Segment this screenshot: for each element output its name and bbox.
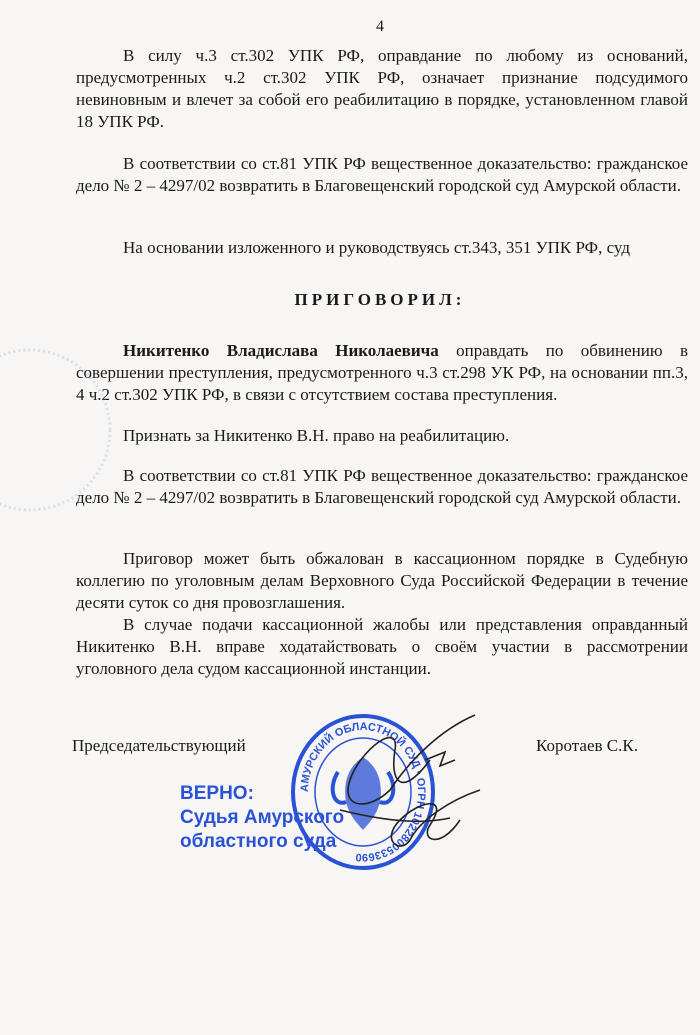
- certification-judge: Судья Амурского: [180, 807, 345, 828]
- paragraph-evidence-return: В соответствии со ст.81 УПК РФ вещественное доказательство: гражданское дело № 2 – 4297/02 возвратить в Благовещенский городской суд Амурской области.: [76, 466, 688, 507]
- page-number: 4: [376, 18, 384, 35]
- verdict-heading: ПРИГОВОРИЛ:: [294, 290, 466, 309]
- paragraph-basis: На основании изложенного и руководствуясь ст.343, 351 УПК РФ, суд: [123, 238, 631, 257]
- paragraph-rehabilitation: В силу ч.3 ст.302 УПК РФ, оправдание по любому из оснований, предусмотренных ч.2 ст.302 УПК РФ, означает признание подсудимого невиновным и влечет за собой его реабилитацию в порядке, установленном главой 18 УПК РФ.: [76, 46, 688, 131]
- paragraph-rehabilitation-right: Признать за Никитенко В.Н. право на реабилитацию.: [123, 426, 510, 445]
- seal-text: АМУРСКИЙ ОБЛАСТНОЙ СУД • ОГРН 1022800533690: [298, 720, 428, 864]
- faint-stamp-icon: [0, 330, 120, 530]
- paragraph-acquittal: [76, 340, 688, 406]
- certification-verno: ВЕРНО:: [180, 783, 254, 804]
- defendant-name: Никитенко Владислава Николаевича: [123, 341, 439, 360]
- judge-name: Коротаев С.К.: [536, 736, 638, 755]
- paragraph-cassation: В случае подачи кассационной жалобы или представления оправданный Никитенко В.Н. вправе ходатайствовать о своём участии в рассмотрении уголовного дела судом кассационной инстанции.: [76, 615, 688, 678]
- acquittal-text: оправдать по обвинению в совершении преступления, предусмотренного ч.3 ст.298 УК РФ, на основании пп.3, 4 ч.2 ст.302 УПК РФ, в связи с отсутствием состава преступления.: [76, 341, 688, 404]
- certification-block: [180, 782, 344, 854]
- paragraph-evidence: В соответствии со ст.81 УПК РФ вещественное доказательство: гражданское дело № 2 – 4297/02 возвратить в Благовещенский городской суд Амурской области.: [76, 154, 688, 195]
- paragraph-appeal: Приговор может быть обжалован в кассационном порядке в Судебную коллегию по уголовным делам Верховного Суда Российской Федерации в течение десяти суток со дня провозглашения.: [76, 549, 688, 612]
- presiding-judge-label: Председательствующий: [72, 736, 246, 755]
- certification-court: областного суда: [180, 831, 337, 852]
